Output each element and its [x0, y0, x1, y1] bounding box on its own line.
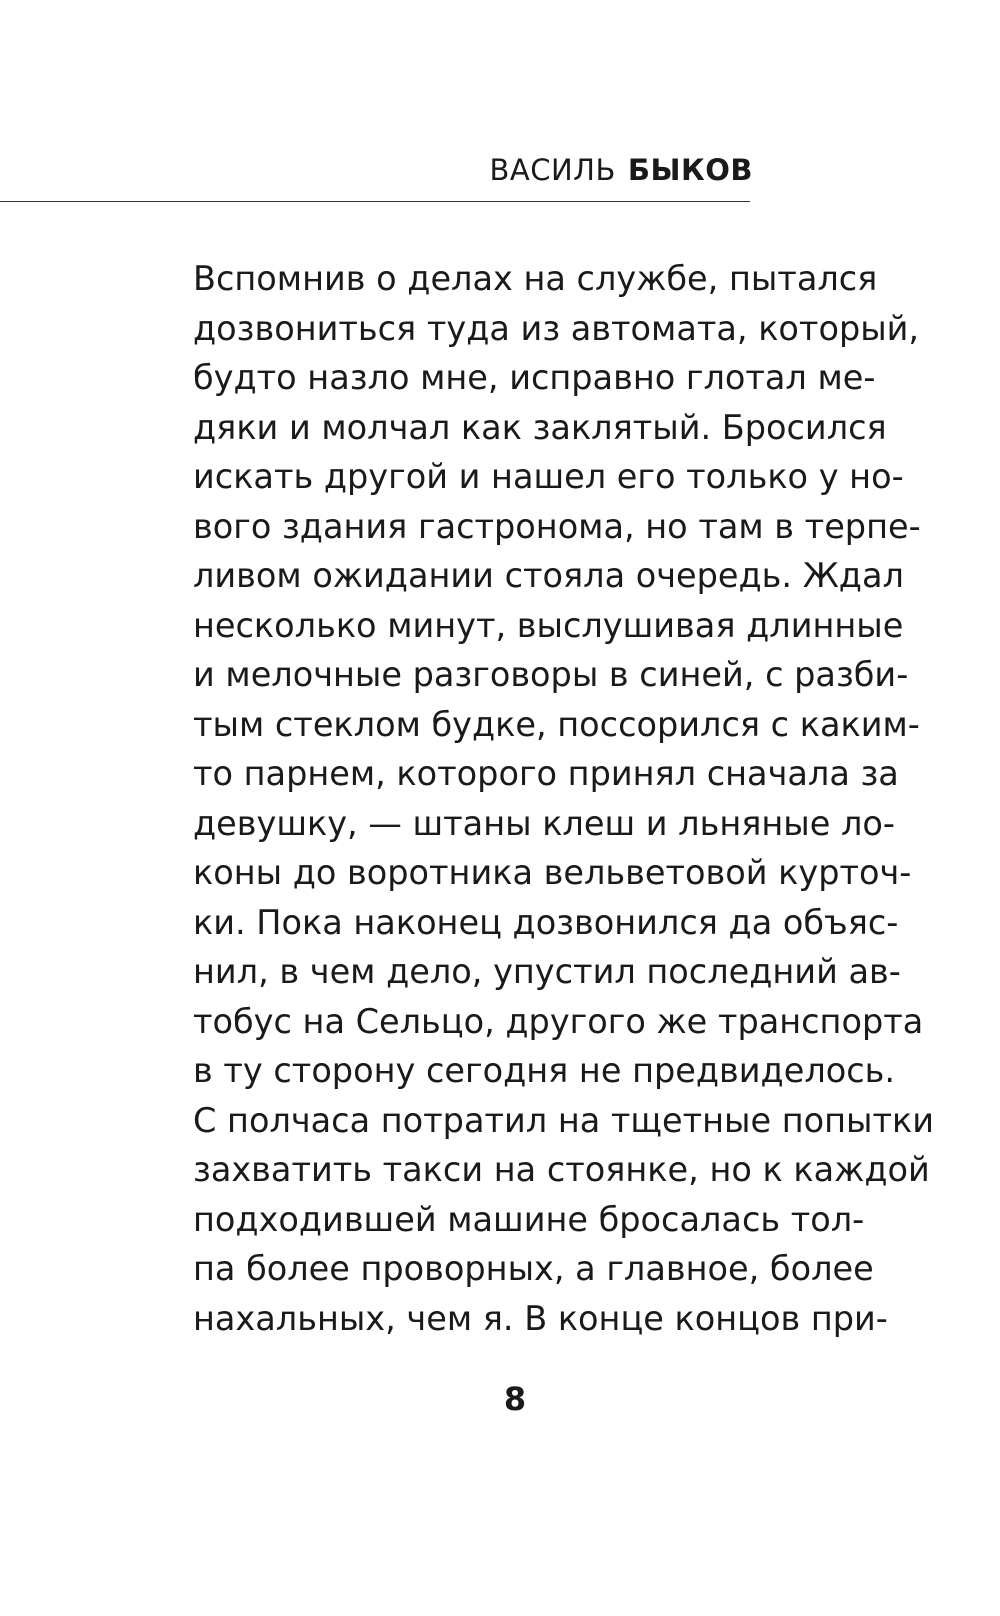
text-line: коны до воротника вельветовой курточ- [193, 853, 912, 892]
body-text [193, 254, 934, 1343]
text-line: тым стеклом будке, поссорился с каким- [193, 704, 920, 744]
text-line: захватить такси на стоянке, но к каждой [193, 1150, 930, 1189]
text-line: ки. Пока наконец дозвонился да объяс- [193, 902, 899, 942]
text-line: то парнем, которого принял сначала за [193, 754, 899, 793]
text-line: искать другой и нашел его только у но- [193, 457, 904, 496]
text-line: ливом ожидании стояла очередь. Ждал [193, 556, 904, 595]
text-line: несколько минут, выслушивая длинные [193, 605, 904, 645]
text-line: девушку, — штаны клеш и льняные ло- [193, 803, 895, 843]
text-line: па более проворных, а главное, более [193, 1249, 874, 1288]
text-line: нахальных, чем я. В конце концов при- [193, 1298, 888, 1338]
text-line: подходившей машине бросалась тол- [193, 1199, 865, 1239]
text-line: и мелочные разговоры в синей, с разби- [193, 655, 909, 694]
text-line: дозвониться туда из автомата, который, [193, 308, 920, 348]
page-number: 8 [503, 1380, 527, 1418]
text-line: нил, в чем дело, упустил последний ав- [193, 952, 901, 991]
text-line: дяки и молчал как заклятый. Бросился [193, 407, 887, 447]
header-rule [0, 201, 750, 202]
text-line: будто назло мне, исправно глотал ме- [193, 358, 876, 397]
text-line: в ту сторону сегодня не предвиделось. [193, 1051, 896, 1090]
author-first-name: ВАСИЛЬ [489, 153, 616, 187]
text-line: тобус на Сельцо, другого же транспорта [193, 1001, 924, 1041]
text-line: Вспомнив о делах на службе, пытался [193, 259, 878, 298]
text-line: С полчаса потратил на тщетные попытки [193, 1100, 934, 1140]
author-last-name: БЫКОВ [627, 153, 753, 187]
text-line: вого здания гастронома, но там в терпе- [193, 506, 921, 546]
running-head [0, 153, 753, 187]
